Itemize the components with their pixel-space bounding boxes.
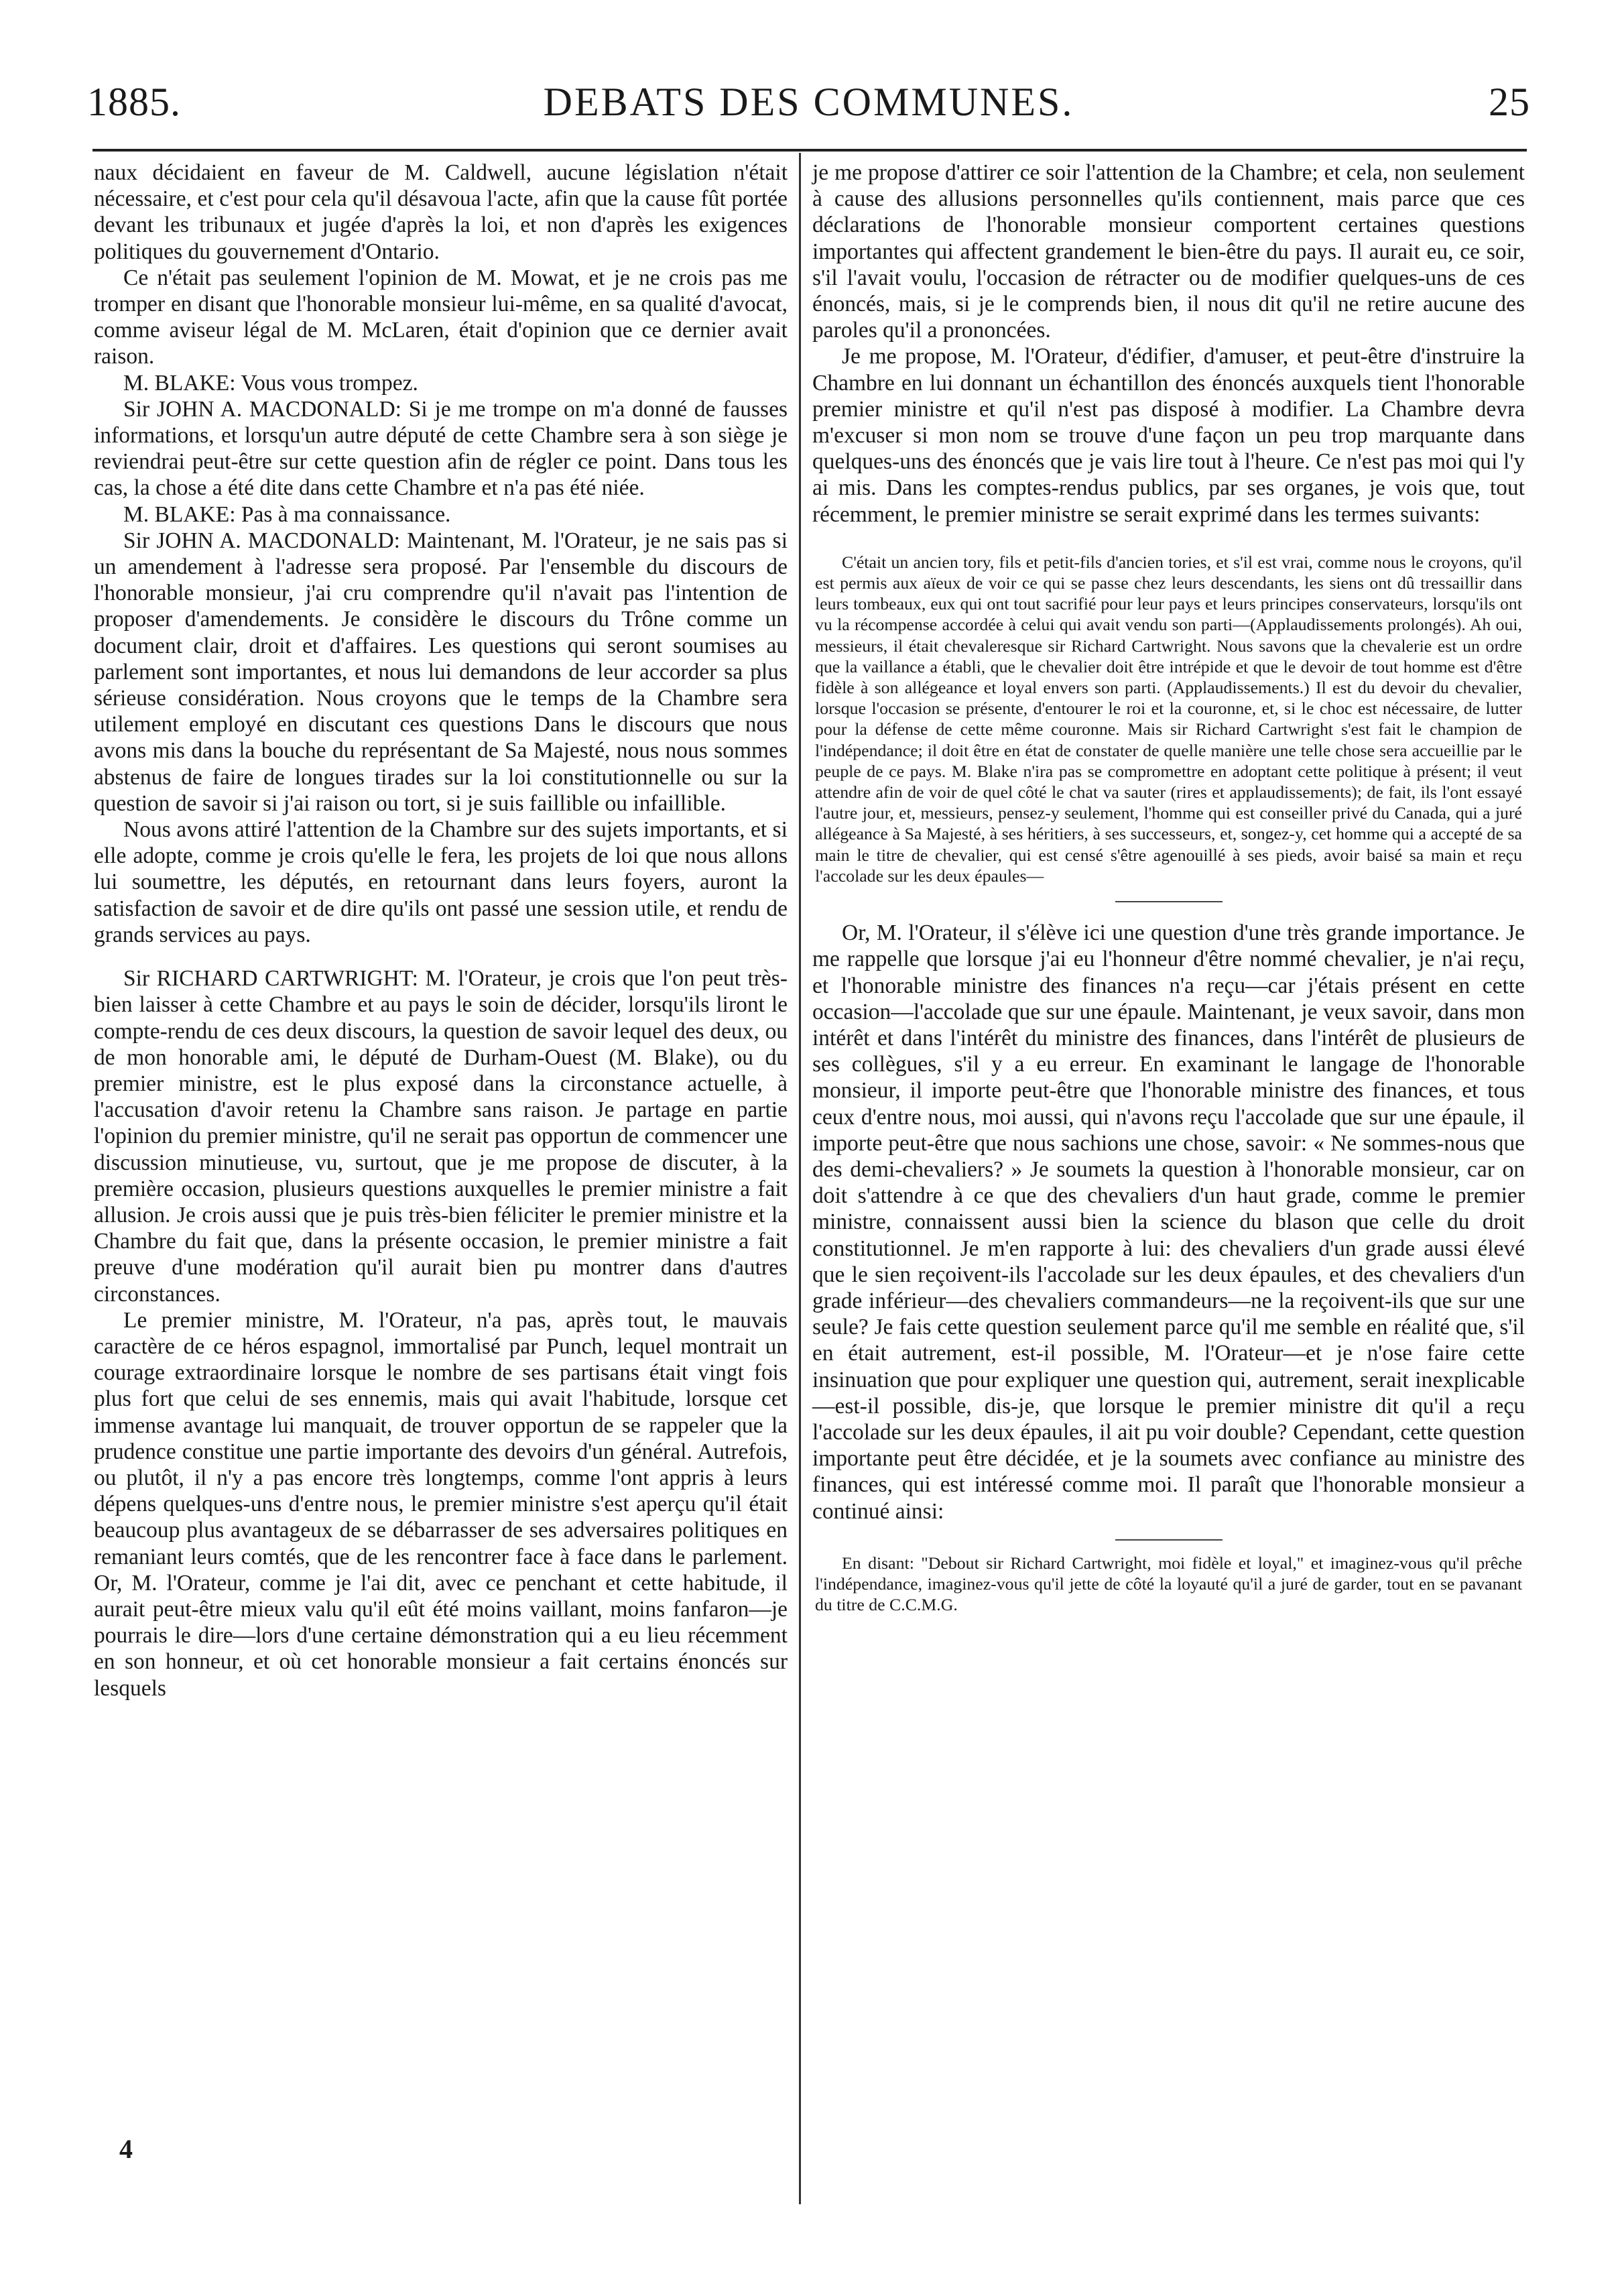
quote-separator [1115,901,1223,902]
paragraph: Je me propose, M. l'Orateur, d'édifier, d'amuser, et peut-être d'instruire la Chambre en lui donnant un échantillon des énoncés auxquels tient l'honorable premier ministre et qu'il n'est pas disposé à modifier. La Chambre devra m'excuser si mon nom se trouve d'une façon un peu trop marquante dans quelques-uns des énoncés que je vais lire tout à l'heure. Ce n'est pas moi qui l'y ai mis. Dans les comptes-rendus publics, par ses organes, je vois que, tout récemment, le premier ministre se serait exprimé dans les termes suivants: [812,344,1525,527]
speech-macdonald: Sir JOHN A. MACDONALD: Maintenant, M. l'Orateur, je ne sais pas si un amendement à l'adresse sera proposé. Par l'ensemble du discours de l'honorable monsieur, j'ai cru comprendre qu'il n'avait pas l'intention de proposer d'amendements. Je considère le discours du Trône comme un document clair, droit et d'affaires. Les questions qui seront soumises au parlement sont importantes, et nous lui demandons de leur accorder sa plus sérieuse considération. Nous croyons que le temps de la Chambre sera utilement employé en discutant ces questions Dans le discours que nous avons mis dans la bouche du représentant de Sa Majesté, nous nous sommes abstenus de faire de longues tirades sur la loi constitutionnelle ou sur la question de savoir si j'ai raison ou tort, si je suis faillible ou infaillible. [94,528,788,816]
speech-blake: M. BLAKE: Vous vous trompez. [123,370,418,396]
signature-mark: 4 [119,2134,133,2164]
page-header [87,79,1530,133]
header-title: DEBATS DES COMMUNES. [543,80,1074,124]
left-column [94,160,788,1701]
quote-text: En disant: "Debout sir Richard Cartwright, moi fidèle et loyal," et imaginez-vous qu'il prêche l'indépendance, imaginez-vous qu'il jette de côté la loyauté qu'il a juré de garder, tout en se pavanant du titre de C.C.M.G. [815,1553,1522,1615]
header-rule [92,149,1527,152]
speech-cartwright: Sir RICHARD CARTWRIGHT: M. l'Orateur, je crois que l'on peut très-bien laisser à cette Chambre et au pays le soin de décider, lorsqu'ils liront le compte-rendu de ces deux discours, la question de savoir lequel des deux, ou de mon honorable ami, le député de Durham-Ouest (M. Blake), ou du premier ministre, est le plus exposé dans la circonstance actuelle, à l'accusation d'avoir retenu la Chambre sans raison. Je partage en partie l'opinion du premier ministre, qu'il ne serait pas opportun de commencer une discussion minutieuse, vu, surtout, que je me propose de discuter, à la première occasion, plusieurs questions auxquelles le premier ministre a fait allusion. Je crois aussi que je puis très-bien féliciter le premier ministre et la Chambre du fait que, dans la présente occasion, le premier ministre a fait preuve d'une modération qu'il aurait bien pu montrer dans d'autres circonstances. [94,966,788,1307]
right-column [812,160,1525,1615]
quote-separator [1115,1539,1223,1541]
paragraph: Nous avons attiré l'attention de la Chambre sur des sujets importants, et si elle adopte, comme je crois qu'elle le fera, les projets de loi que nous allons lui soumettre, les députés, en retournant dans leurs foyers, auront la satisfaction de savoir et de dire qu'ils ont passé une session utile, et rendu de grands services au pays. [94,817,788,947]
paragraph: je me propose d'attirer ce soir l'attention de la Chambre; et cela, non seulement à cause des allusions personnelles qu'ils contiennent, mais parce que ces déclarations de l'honorable monsieur comportent certaines questions importantes qui affectent grandement le bien-être du pays. Il aurait eu, ce soir, s'il l'avait voulu, l'occasion de rétracter ou de modifier quelques-uns de ces énoncés, mais, si je le comprends bien, il nous dit qu'il ne retire aucune des paroles qu'il a prononcées. [812,160,1525,343]
paragraph: Ce n'était pas seulement l'opinion de M. Mowat, et je ne crois pas me tromper en disant que l'honorable monsieur lui-même, en sa qualité d'avocat, comme aviseur légal de M. McLaren, était d'opinion que ce dernier avait raison. [94,265,788,369]
header-year: 1885. [87,80,181,124]
paragraph: Le premier ministre, M. l'Orateur, n'a pas, après tout, le mauvais caractère de ce héros espagnol, immortalisé par Punch, lequel montrait un courage extraordinaire lorsque le nombre de ses partisans était vingt fois plus fort que celui de ses ennemis, mais qui avait l'habitude, lorsque cet immense avantage lui manquait, de trouver opportun de se rappeler que la prudence constitue une partie importante des devoirs d'un général. Autrefois, ou plutôt, il n'y a pas encore très longtemps, comme l'ont appris à leurs dépens quelques-uns d'entre nous, le premier ministre s'est aperçu qu'il était beaucoup plus avantageux de se débarrasser de ses adversaires politiques en remaniant leurs comtés, que de les rencontrer face à face dans le parlement. Or, M. l'Orateur, comme je l'ai dit, avec ce penchant et cette habitude, il aurait peut-être mieux valu qu'il eût été moins vaillant, moins fanfaron—je pourrais le dire—lors d'une certaine démonstration qui a eu lieu récemment en son honneur, et où cet honorable monsieur a fait certains énoncés sur lesquels [94,1307,788,1701]
speech-macdonald: Sir JOHN A. MACDONALD: Si je me trompe on m'a donné de fausses informations, et lorsqu'un autre député de cette Chambre sera à son siège je reviendrai peut-être sur cette question afin de régler ce point. Dans tous les cas, la chose a été dite dans cette Chambre et n'a pas été niée. [94,396,788,501]
speech-blake: M. BLAKE: Pas à ma connaissance. [123,501,451,527]
quoted-speech [812,1553,1525,1616]
quote-text: C'était un ancien tory, fils et petit-fils d'ancien tories, et s'il est vrai, comme nous le croyons, qu'il est permis aux aïeux de voir ce qui se passe chez leurs descendants, les siens ont dû tressaillir dans leurs tombeaux, eux qui ont tout sacrifié pour leur pays et leurs principes conservateurs, lorsqu'ils ont vu la récompense accordée à celui qui avait vendu son parti—(Applaudissements prolongés). Ah oui, messieurs, il était chevaleresque sir Richard Cartwright. Nous savons que la chevalerie est un ordre que la vaillance a établi, que le chevalier doit être intrépide et que le devoir de tout homme est d'être fidèle à son allégeance et loyal envers son parti. (Applaudissements.) Il est du devoir du chevalier, lorsque l'occasion se présente, d'entourer le roi et la couronne, et, si le choc est nécessaire, de lutter pour la défense de cette même couronne. Mais sir Richard Cartwright s'est fait le champion de l'indépendance; il doit être en état de constater de quelle manière une telle chose sera accueillie par le peuple de ce pays. M. Blake n'ira pas se compromettre en adoptant cette politique à présent; il veut attendre afin de voir de quel côté le chat va sauter (rires et applaudissements); de fait, ils l'ont essayé l'autre jour, et, messieurs, pensez-y seulement, l'homme qui est conseiller privé du Canada, qui a juré allégeance à Sa Majesté, à ses héritiers, à ses successeurs, et, songez-y, cet homme qui a accepté de sa main le titre de chevalier, qui est censé s'être agenouillé à ses pieds, avoir baisé sa main et reçu l'accolade sur les deux épaules— [815,552,1522,886]
page-number: 25 [1489,80,1530,124]
quoted-speech [812,552,1525,886]
paragraph: Or, M. l'Orateur, il s'élève ici une question d'une très grande importance. Je me rappelle que lorsque j'ai eu l'honneur d'être nommé chevalier, je n'ai reçu, et l'honorable ministre des finances n'a reçu—car j'étais présent en cette occasion—l'accolade que sur une épaule. Maintenant, je veux savoir, dans mon intérêt et dans l'intérêt du ministre des finances, dans l'intérêt de plusieurs de ses collègues, s'il y a eu erreur. En examinant le langage de l'honorable monsieur, il importe peut-être que l'honorable ministre des finances, et tous ceux d'entre nous, moi aussi, qui n'avons reçu l'accolade que sur une épaule, il importe peut-être que nous sachions une chose, savoir: « Ne sommes-nous que des demi-chevaliers? » Je soumets la question à l'honorable monsieur, car on doit s'attendre à ce que des chevaliers d'un haut grade, comme le premier ministre, connaissent aussi bien la science du blason que celle du droit constitutionnel. Je m'en rapporte à lui: des chevaliers d'un grade aussi élevé que le sien reçoivent-ils l'accolade sur les deux épaules, et des chevaliers d'un grade inférieur—des chevaliers commandeurs—ne la reçoivent-ils que sur une seule? Je fais cette question seulement parce qu'il me semble en réalité que, s'il en était autrement, est-il possible, M. l'Orateur—et je n'ose faire cette insinuation que pour expliquer une question qui, autrement, serait inexplicable—est-il possible, dis-je, que lorsque le premier ministre dit qu'il a reçu l'accolade sur les deux épaules, il ait pu voir double? Cependant, cette question importante peut être décidée, et je la soumets avec confiance au ministre des finances, qui est intéressé comme moi. Il paraît que l'honorable monsieur a continué ainsi: [812,920,1525,1524]
paragraph: naux décidaient en faveur de M. Caldwell, aucune législation n'était nécessaire, et c'est pour cela qu'il désavoua l'acte, afin que la cause fût portée devant les tribunaux et jugée d'après la loi, et non d'après les exigences politiques du gouvernement d'Ontario. [94,160,788,264]
column-divider [799,153,801,2204]
